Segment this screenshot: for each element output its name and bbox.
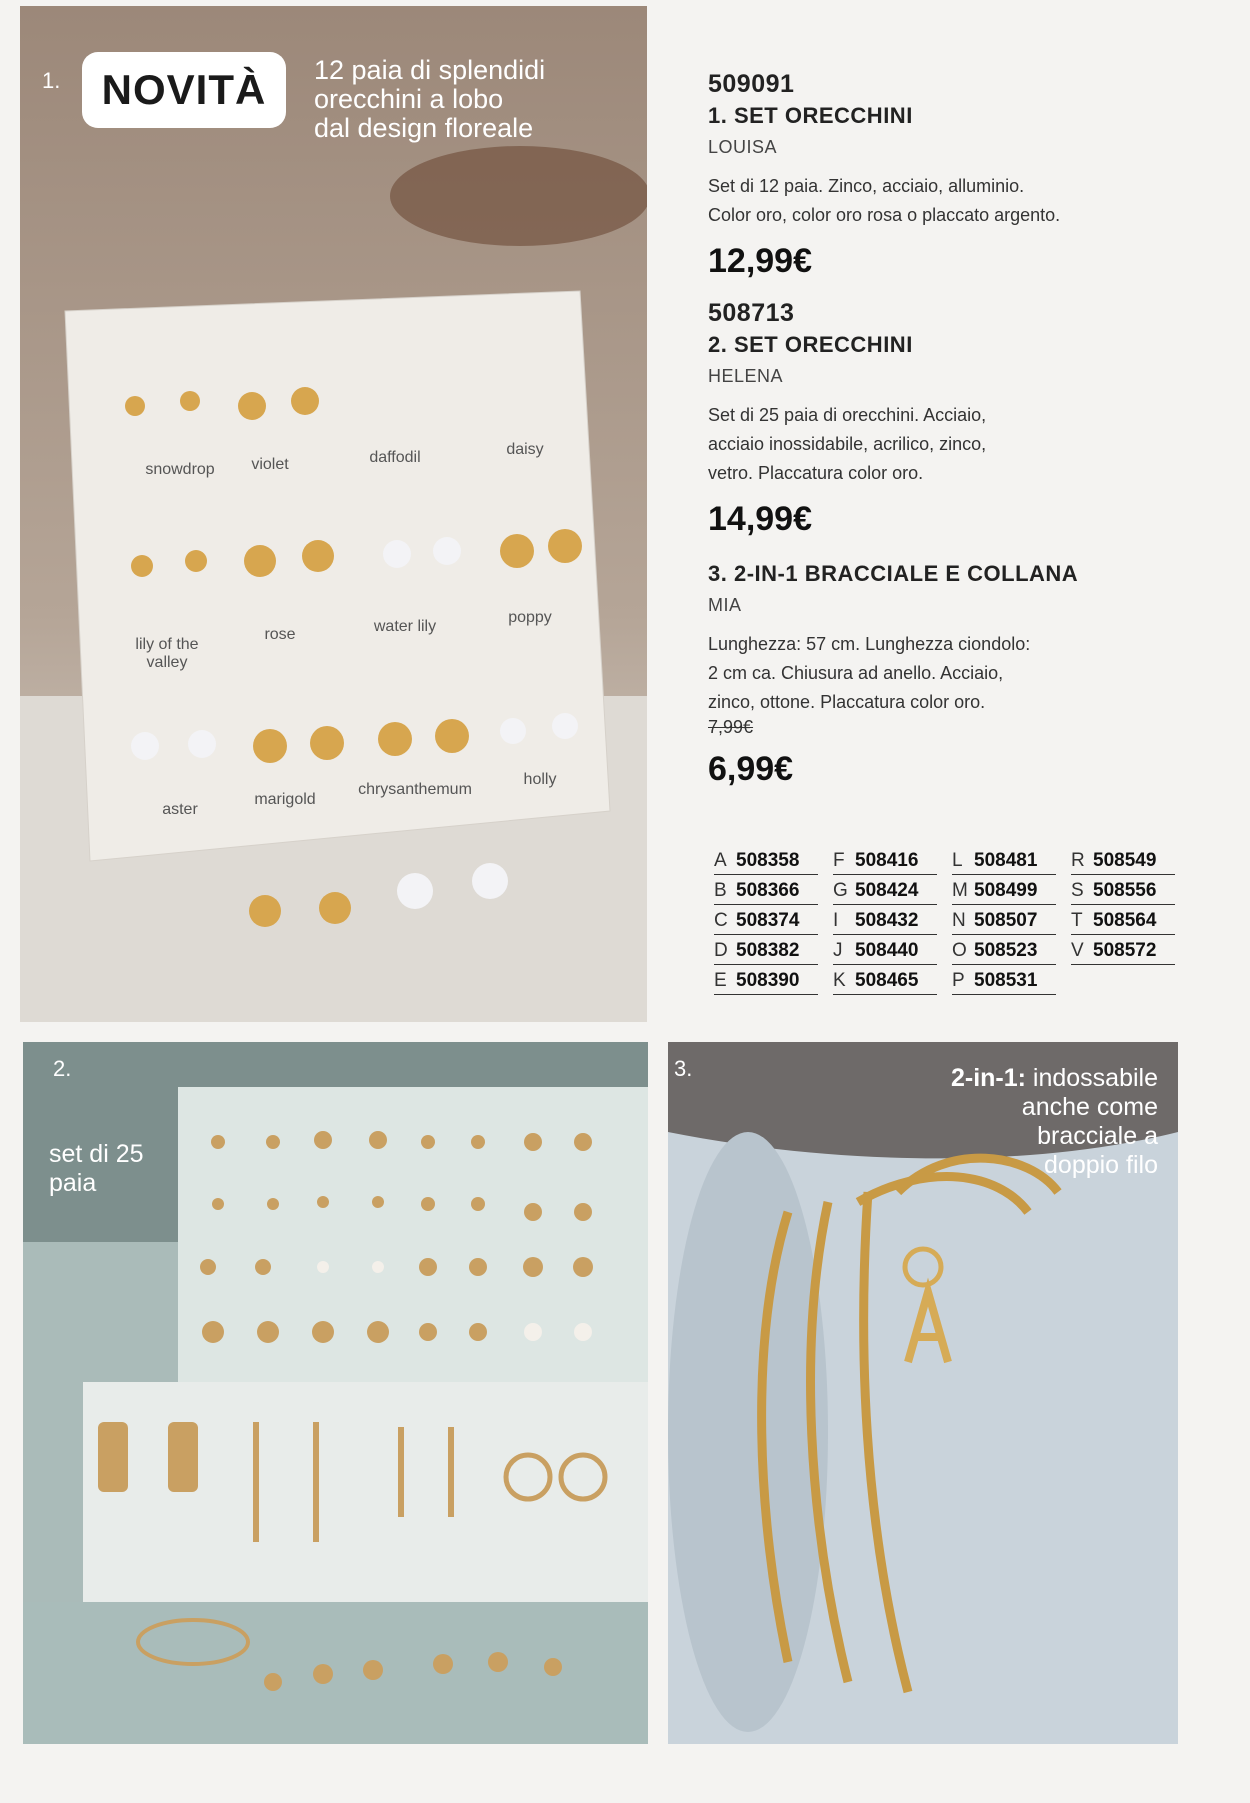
product-brand: LOUISA bbox=[708, 137, 778, 157]
variant-item bbox=[952, 845, 1056, 875]
product-code: 509091 bbox=[708, 70, 795, 98]
card-label-holly: holly bbox=[523, 771, 557, 788]
photo-number: 3. bbox=[674, 1056, 693, 1081]
variant-letter: K bbox=[833, 970, 846, 991]
card-label-violet: violet bbox=[251, 456, 289, 473]
product-price: 12,99€ bbox=[708, 242, 812, 280]
variant-letter: L bbox=[952, 850, 963, 871]
caption-line: paia bbox=[49, 1169, 97, 1197]
variant-code: 508358 bbox=[736, 850, 800, 871]
variant-item bbox=[1071, 935, 1175, 965]
product-photo-bracelet bbox=[668, 1042, 1178, 1744]
variant-item bbox=[714, 905, 818, 935]
variant-letter: I bbox=[833, 910, 839, 931]
description-line: zinco, ottone. Placcatura color oro. bbox=[708, 692, 986, 712]
variant-column bbox=[833, 845, 937, 995]
variant-item bbox=[952, 965, 1056, 995]
variant-letter: C bbox=[714, 910, 728, 931]
variant-letter: S bbox=[1071, 880, 1084, 901]
caption-line: bracciale a bbox=[1037, 1122, 1158, 1150]
card-label-daisy: daisy bbox=[506, 441, 544, 458]
variant-column bbox=[714, 845, 818, 995]
card-label-snowdrop: snowdrop bbox=[145, 461, 215, 478]
variant-item bbox=[952, 875, 1056, 905]
photo-number: 2. bbox=[53, 1056, 72, 1081]
card-label-marigold: marigold bbox=[254, 791, 316, 808]
variant-code: 508390 bbox=[736, 970, 800, 991]
photo-caption bbox=[951, 1064, 1158, 1180]
variant-code: 508465 bbox=[855, 970, 919, 991]
variant-letter: N bbox=[952, 910, 966, 931]
product-info-column bbox=[708, 70, 1188, 789]
variant-code: 508523 bbox=[974, 940, 1038, 961]
product-description bbox=[708, 401, 1188, 488]
variant-item bbox=[952, 935, 1056, 965]
variant-code: 508507 bbox=[974, 910, 1038, 931]
variant-letter: E bbox=[714, 970, 727, 991]
caption-line: doppio filo bbox=[1044, 1151, 1158, 1179]
photo-caption bbox=[49, 1140, 144, 1198]
variant-item bbox=[1071, 905, 1175, 935]
variant-letter: B bbox=[714, 880, 727, 901]
product-brand: HELENA bbox=[708, 366, 784, 386]
card-label-aster: aster bbox=[162, 801, 198, 818]
caption-line: set di 25 bbox=[49, 1140, 144, 1168]
variant-item bbox=[1071, 845, 1175, 875]
variant-code: 508572 bbox=[1093, 940, 1157, 961]
variant-item bbox=[833, 965, 937, 995]
variant-code: 508549 bbox=[1093, 850, 1157, 871]
card-label-chrysanthemum: chrysanthemum bbox=[358, 781, 472, 798]
product-block bbox=[708, 299, 1188, 539]
product-price: 6,99€ bbox=[708, 750, 794, 788]
variant-item bbox=[833, 935, 937, 965]
variant-letter: M bbox=[952, 880, 968, 901]
caption-line: dal design floreale bbox=[314, 113, 534, 143]
variant-letter: R bbox=[1071, 850, 1085, 871]
variant-letter: T bbox=[1071, 910, 1083, 931]
variant-item bbox=[833, 845, 937, 875]
variant-letter: O bbox=[952, 940, 967, 961]
variant-code: 508366 bbox=[736, 880, 800, 901]
product-name: 1. SET ORECCHINI bbox=[708, 103, 913, 128]
product-price: 14,99€ bbox=[708, 500, 812, 538]
variant-letter: F bbox=[833, 850, 845, 871]
variant-code: 508531 bbox=[974, 970, 1038, 991]
product-block bbox=[708, 70, 1188, 281]
variant-code: 508424 bbox=[855, 880, 919, 901]
description-line: Set di 12 paia. Zinco, acciaio, alluminio. bbox=[708, 176, 1025, 196]
description-line: 2 cm ca. Chiusura ad anello. Acciaio, bbox=[708, 663, 1004, 683]
new-badge: NOVITÀ bbox=[82, 52, 286, 128]
variant-item bbox=[833, 875, 937, 905]
variant-code: 508374 bbox=[736, 910, 800, 931]
variant-item bbox=[714, 845, 818, 875]
product-name: 2. SET ORECCHINI bbox=[708, 332, 913, 357]
variant-item bbox=[1071, 875, 1175, 905]
product-description bbox=[708, 172, 1188, 230]
caption-text: indossabile bbox=[1025, 1064, 1158, 1092]
product-code: 508713 bbox=[708, 299, 795, 327]
description-line: Color oro, color oro rosa o placcato argento. bbox=[708, 205, 1061, 225]
variant-code: 508481 bbox=[974, 850, 1038, 871]
variant-column bbox=[952, 845, 1056, 995]
card-label-poppy: poppy bbox=[508, 609, 552, 626]
old-price: 7,99€ bbox=[708, 717, 754, 737]
variant-item bbox=[833, 905, 937, 935]
photo-caption bbox=[314, 56, 545, 143]
caption-line: orecchini a lobo bbox=[314, 84, 504, 114]
card-label-water-lily: water lily bbox=[373, 618, 437, 635]
variant-code: 508564 bbox=[1093, 910, 1157, 931]
description-line: Lunghezza: 57 cm. Lunghezza ciondolo: bbox=[708, 634, 1031, 654]
caption-line: anche come bbox=[1021, 1093, 1158, 1121]
description-line: acciaio inossidabile, acrilico, zinco, bbox=[708, 434, 987, 454]
variant-code: 508556 bbox=[1093, 880, 1157, 901]
product-brand: MIA bbox=[708, 595, 742, 615]
variant-code: 508416 bbox=[855, 850, 919, 871]
caption-bold: 2-in-1: bbox=[950, 1064, 1026, 1092]
variant-item bbox=[714, 875, 818, 905]
variant-letter: A bbox=[714, 850, 727, 871]
product-photo-earrings-floral bbox=[20, 6, 647, 1022]
description-line: vetro. Placcatura color oro. bbox=[708, 463, 924, 483]
product-block bbox=[708, 561, 1188, 789]
variant-item bbox=[714, 965, 818, 995]
variant-code: 508382 bbox=[736, 940, 800, 961]
card-label-lily-of-the-valley: lily of the valley bbox=[135, 636, 199, 671]
product-photo-earrings-set bbox=[23, 1042, 648, 1744]
product-description bbox=[708, 630, 1188, 717]
card-label-daffodil: daffodil bbox=[369, 449, 421, 466]
variant-letter: P bbox=[952, 970, 965, 991]
variant-letter: G bbox=[833, 880, 848, 901]
variant-letter: D bbox=[714, 940, 728, 961]
photo-number: 1. bbox=[42, 68, 61, 93]
product-name: 3. 2-IN-1 BRACCIALE E COLLANA bbox=[708, 561, 1079, 586]
variant-code: 508432 bbox=[855, 910, 919, 931]
caption-line: 12 paia di splendidi bbox=[314, 55, 546, 85]
variant-code: 508440 bbox=[855, 940, 919, 961]
variant-letter: J bbox=[833, 940, 843, 961]
photo-earrings-card-illustration bbox=[20, 6, 647, 1022]
variant-code: 508499 bbox=[974, 880, 1038, 901]
variant-item bbox=[952, 905, 1056, 935]
card-label-rose: rose bbox=[264, 626, 296, 643]
variant-letter: V bbox=[1071, 940, 1084, 961]
variant-column bbox=[1071, 845, 1175, 965]
description-line: Set di 25 paia di orecchini. Acciaio, bbox=[708, 405, 987, 425]
caption-line bbox=[951, 1064, 1158, 1093]
variant-item bbox=[714, 935, 818, 965]
